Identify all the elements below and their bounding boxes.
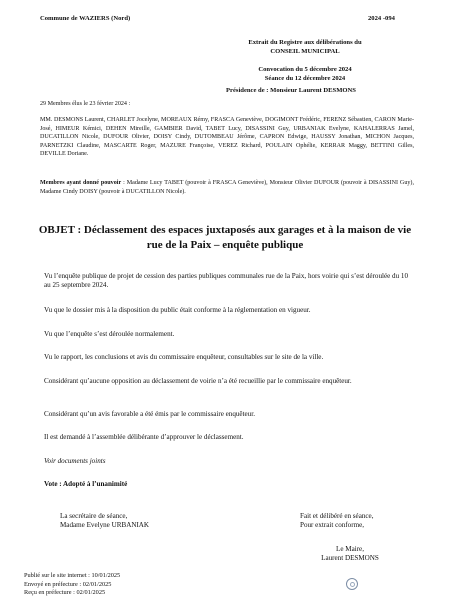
documents-note: Voir documents joints bbox=[44, 457, 106, 465]
certification-block bbox=[300, 512, 420, 531]
registry-line-1: Extrait du Registre aux délibérations du bbox=[248, 39, 362, 46]
vote-result: Vote : Adopté à l’unanimité bbox=[44, 480, 128, 488]
paragraph-vu-enquete: Vu l’enquête publique de projet de cession des parties publiques communales rue de la Paix, hors voirie qui s’est déroulée du 10 au 25 septembre 2024. bbox=[44, 272, 409, 290]
paragraph-considerant-opposition: Considérant qu’aucune opposition au déclassement de voirie n’a été recueillie par le commissaire enquêteur. bbox=[44, 377, 352, 385]
mayor-name: Laurent DESMONS bbox=[321, 554, 379, 563]
proxy-members bbox=[40, 179, 414, 196]
registry-line-2: CONSEIL MUNICIPAL bbox=[270, 48, 340, 55]
secretary-title: La secrétaire de séance, bbox=[60, 512, 128, 520]
registry-block bbox=[210, 38, 400, 83]
deliberation-number: 2024 -094 bbox=[368, 15, 395, 22]
published-website-date: Publié sur le site internet : 10/01/2025 bbox=[24, 572, 121, 579]
seance-date: Séance du 12 décembre 2024 bbox=[264, 75, 346, 82]
sent-prefecture-date: Envoyé en préfecture : 02/01/2025 bbox=[24, 580, 112, 588]
secretary-name: Madame Evelyne URBANIAK bbox=[60, 521, 150, 530]
paragraph-vu-rapport: Vu le rapport, les conclusions et avis du commissaire enquêteur, consultables sur le site de la ville. bbox=[44, 353, 324, 361]
present-members-list: MM. DESMONS Laurent, CHARLET Jocelyne, MOREAUX Rémy, FRASCA Geneviève, DOGIMONT Frédéric, FERENZ Sébastien, CARON Marie-José, HIMEUR Kémici, DEHEN Mireille, GAMBIER David, TABET Lucy, DISASSINI Guy, URBANIAK Evelyne, KAHALERRAS Jamel, DUCATILLON Nicole, DUFOUR Olivier, DOISY Cindy, DUTOMBEAU Jérôme, CAPRON Edwige, HAUSSY Jonathan, MICHON Jacques, PARNETZKI Claudine, MASCARTE Roger, MAZURE Françoise, VEREZ Richard, POULAIN Ophélie, KERRAR Maggy, BETTINI Gilles, DEVILLE Doriane. bbox=[40, 117, 414, 158]
official-seal-icon bbox=[346, 578, 358, 590]
certification-line-1: Fait et délibéré en séance, bbox=[300, 512, 374, 520]
object-title-line-2: rue de la Paix – enquête publique bbox=[146, 238, 304, 251]
proxy-label: Membres ayant donné pouvoir bbox=[40, 180, 122, 186]
paragraph-considerant-avis: Considérant qu’un avis favorable a été émis par le commissaire enquêteur. bbox=[44, 410, 255, 418]
paragraph-demande: Il est demandé à l’assemblée délibérante d’approuver le déclassement. bbox=[44, 433, 244, 441]
publication-footer bbox=[24, 572, 120, 598]
elected-members-count: 29 Membres élus le 23 février 2024 : bbox=[40, 101, 131, 107]
paragraph-vu-dossier: Vu que le dossier mis à la disposition du public était conforme à la réglementation en vigueur. bbox=[44, 306, 311, 314]
mayor-title: Le Maire, bbox=[336, 545, 364, 553]
object-title-line-1: OBJET : Déclassement des espaces juxtaposés aux garages et à la maison de vie bbox=[38, 224, 412, 236]
paragraph-vu-deroulement: Vu que l’enquête s’est déroulée normalement. bbox=[44, 330, 175, 338]
convocation-date: Convocation du 5 décembre 2024 bbox=[258, 66, 352, 73]
mayor-signature bbox=[300, 545, 400, 564]
object-title bbox=[20, 223, 430, 252]
received-prefecture-date: Reçu en préfecture : 02/01/2025 bbox=[24, 589, 106, 596]
commune-name: Commune de WAZIERS (Nord) bbox=[40, 15, 131, 22]
proxy-text: : Madame Lucy TABET (pouvoir à FRASCA Geneviève), Monsieur Olivier DUFOUR (pouvoir à DISASSINI Guy), Madame Cindy DOISY (pouvoir à DUCATILLON Nicole). bbox=[40, 180, 414, 195]
secretary-signature bbox=[60, 512, 190, 531]
certification-line-2: Pour extrait conforme, bbox=[300, 521, 365, 530]
presidence: Présidence de : Monsieur Laurent DESMONS bbox=[226, 87, 356, 94]
